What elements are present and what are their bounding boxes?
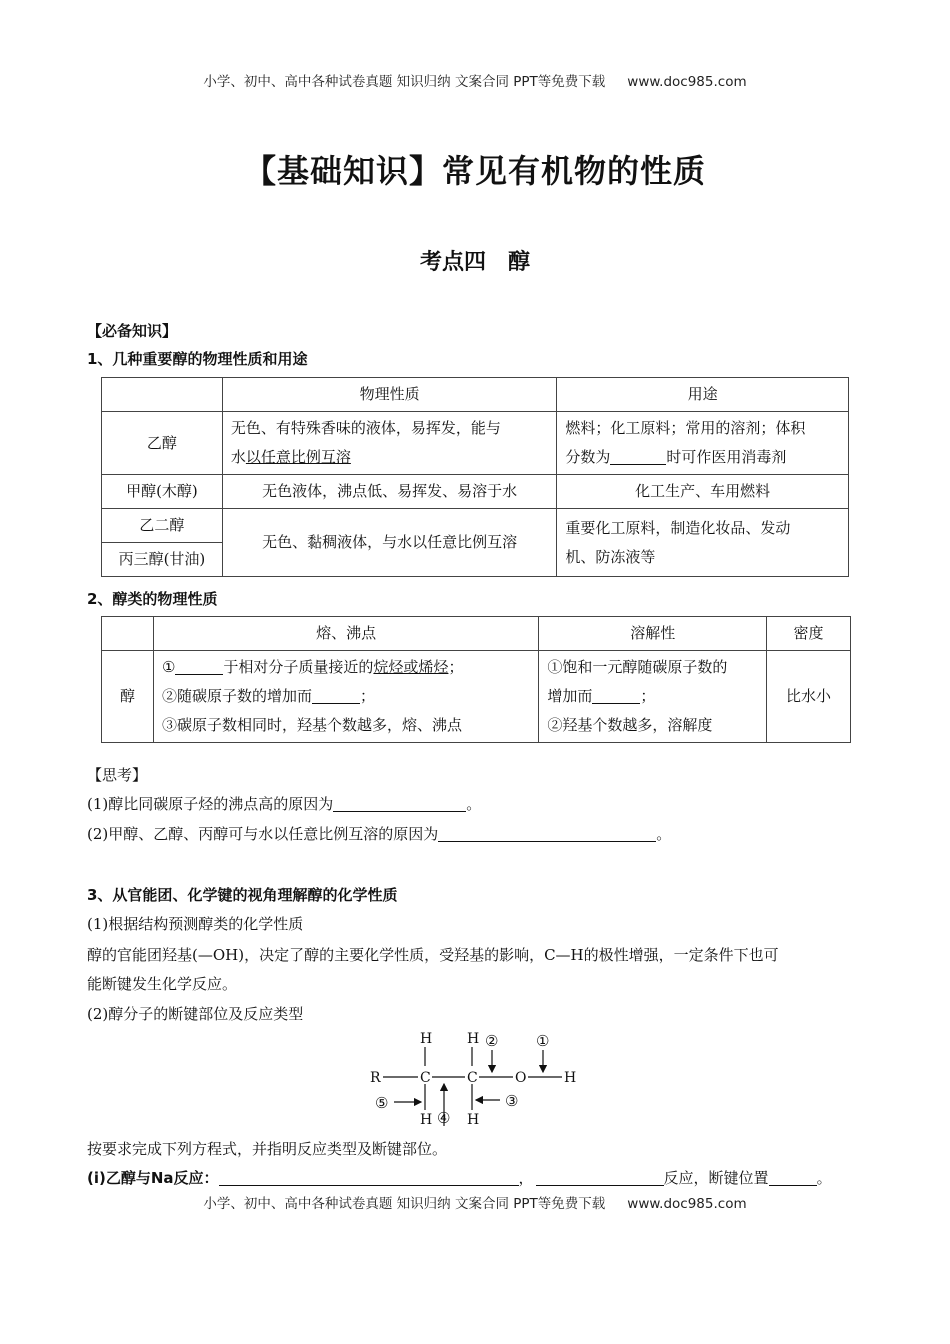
cell-text: ②随碳原子数的增加而 (161, 687, 312, 705)
fill-blank-equation[interactable] (219, 1167, 519, 1186)
section3-p3: (2)醇分子的断键部位及反应类型 (87, 1005, 304, 1023)
footer-site[interactable]: www.doc985.com (627, 1196, 747, 1212)
table-header: 密度 (767, 617, 851, 651)
fill-blank[interactable] (175, 656, 223, 675)
row-label-glycol: 乙二醇 (102, 509, 223, 543)
question-text: (1)醇比同碳原子烃的沸点高的原因为 (87, 795, 334, 813)
table-cell: 化工生产、车用燃料 (557, 475, 849, 509)
page-title: 【基础知识】常见有机物的性质 (243, 152, 706, 190)
cell-text: 重要化工原料，制造化妆品、发动 (565, 518, 791, 537)
cell-text: 水 (230, 448, 246, 466)
table-cell (102, 617, 154, 651)
question-i (87, 1167, 832, 1189)
cell-text: 分数为 (565, 448, 611, 466)
table-row (102, 378, 849, 412)
section3-p4: 按要求完成下列方程式，并指明反应类型及断键部位。 (87, 1140, 448, 1158)
question-text: ， (518, 1169, 534, 1187)
table-cell (557, 412, 849, 475)
label-5: ⑤ (375, 1094, 389, 1112)
footer-text: 小学、初中、高中各种试卷真题 知识归纳 文案合同 PPT等免费下载 (203, 1196, 606, 1212)
label-3: ③ (505, 1092, 519, 1110)
header-site[interactable]: www.doc985.com (627, 74, 747, 90)
cell-text: ； (448, 658, 464, 676)
cell-text: 增加而 (547, 687, 593, 705)
cell-text: ； (640, 687, 656, 705)
label-1: ① (536, 1032, 550, 1050)
table-cell (539, 651, 767, 743)
fill-blank[interactable] (610, 446, 666, 465)
underlined-text: 以任意比例互溶 (245, 448, 351, 466)
table-row (102, 617, 851, 651)
alcohol-physical-table (101, 616, 851, 743)
cell-text: ①饱和一元醇随碳原子数的 (547, 658, 728, 676)
atom-h-top1: H (420, 1031, 433, 1047)
page-subtitle: 考点四 醇 (419, 250, 530, 275)
section3-heading: 3、从官能团、化学键的视角理解醇的化学性质 (87, 886, 398, 904)
cell-text: ③碳原子数相同时，羟基个数越多，熔、沸点 (161, 716, 462, 734)
cell-text: ① (161, 658, 176, 676)
alcohol-properties-table (101, 377, 849, 577)
table-header: 熔、沸点 (153, 617, 538, 651)
section3-p2b: 能断键发生化学反应。 (87, 975, 238, 993)
atom-h-bot1: H (420, 1112, 433, 1128)
page-header (0, 70, 950, 90)
table-row (102, 651, 851, 743)
label-4: ④ (437, 1109, 451, 1127)
question-text: 。 (816, 1169, 832, 1187)
table-cell: 无色、黏稠液体，与水以任意比例互溶 (222, 509, 557, 577)
underlined-text: 烷烃或烯烃 (373, 658, 449, 676)
fill-blank-type[interactable] (536, 1167, 664, 1186)
cell-text: 时可作医用消毒剂 (666, 448, 787, 466)
row-label-methanol: 甲醇(木醇) (102, 475, 223, 509)
atom-c1: C (420, 1070, 431, 1086)
fill-blank[interactable] (333, 793, 466, 812)
table-cell (102, 378, 223, 412)
question-text: (2)甲醇、乙醇、丙醇可与水以任意比例互溶的原因为 (87, 825, 439, 843)
atom-c2: C (467, 1070, 478, 1086)
fill-blank[interactable] (438, 823, 656, 842)
atom-o: O (515, 1070, 527, 1086)
row-label-alcohol: 醇 (102, 651, 154, 743)
label-2: ② (485, 1032, 499, 1050)
table-cell (557, 509, 849, 577)
think-q1 (87, 793, 481, 815)
table-cell (153, 651, 538, 743)
table-header: 物理性质 (222, 378, 557, 412)
atom-h-right: H (564, 1070, 577, 1086)
section1-heading: 1、几种重要醇的物理性质和用途 (87, 350, 308, 368)
question-end: 。 (656, 825, 672, 843)
fill-blank[interactable] (592, 685, 640, 704)
table-header: 用途 (557, 378, 849, 412)
table-row (102, 412, 849, 475)
atom-h-top2: H (467, 1031, 480, 1047)
table-cell: 比水小 (767, 651, 851, 743)
question-end: 。 (466, 795, 482, 813)
cell-text: 燃料；化工原料；常用的溶剂；体积 (565, 419, 806, 437)
table-cell: 无色液体，沸点低、易挥发、易溶于水 (222, 475, 557, 509)
table-cell (222, 412, 557, 475)
row-label-glycerol: 丙三醇(甘油) (102, 543, 223, 577)
atom-r: R (370, 1070, 381, 1086)
think-heading: 【思考】 (87, 766, 148, 784)
row-label-ethanol: 乙醇 (102, 412, 223, 475)
header-text: 小学、初中、高中各种试卷真题 知识归纳 文案合同 PPT等免费下载 (203, 74, 606, 90)
fill-blank-position[interactable] (769, 1167, 817, 1186)
cell-text: 于相对分子质量接近的 (223, 658, 374, 676)
cell-text: 无色、有特殊香味的液体，易挥发，能与 (230, 419, 501, 437)
section2-heading: 2、醇类的物理性质 (87, 590, 218, 608)
bond-cleavage-diagram (362, 1028, 592, 1132)
table-row (102, 475, 849, 509)
question-text: 反应，断键位置 (663, 1169, 769, 1187)
question-label: (i)乙醇与Na反应： (87, 1169, 219, 1187)
cell-text: ②羟基个数越多，溶解度 (547, 716, 713, 734)
table-row (102, 509, 849, 543)
page-footer (0, 1192, 950, 1212)
atom-h-bot2: H (467, 1112, 480, 1128)
cell-text: 机、防冻液等 (565, 547, 656, 566)
table-header: 溶解性 (539, 617, 767, 651)
cell-text: ； (359, 687, 375, 705)
section3-p2a: 醇的官能团羟基(—OH)，决定了醇的主要化学性质，受羟基的影响，C—H的极性增强，一定条件下也可 (87, 946, 779, 964)
section-required: 【必备知识】 (87, 322, 178, 340)
fill-blank[interactable] (312, 685, 360, 704)
section3-p1: (1)根据结构预测醇类的化学性质 (87, 915, 304, 933)
think-q2 (87, 823, 671, 845)
